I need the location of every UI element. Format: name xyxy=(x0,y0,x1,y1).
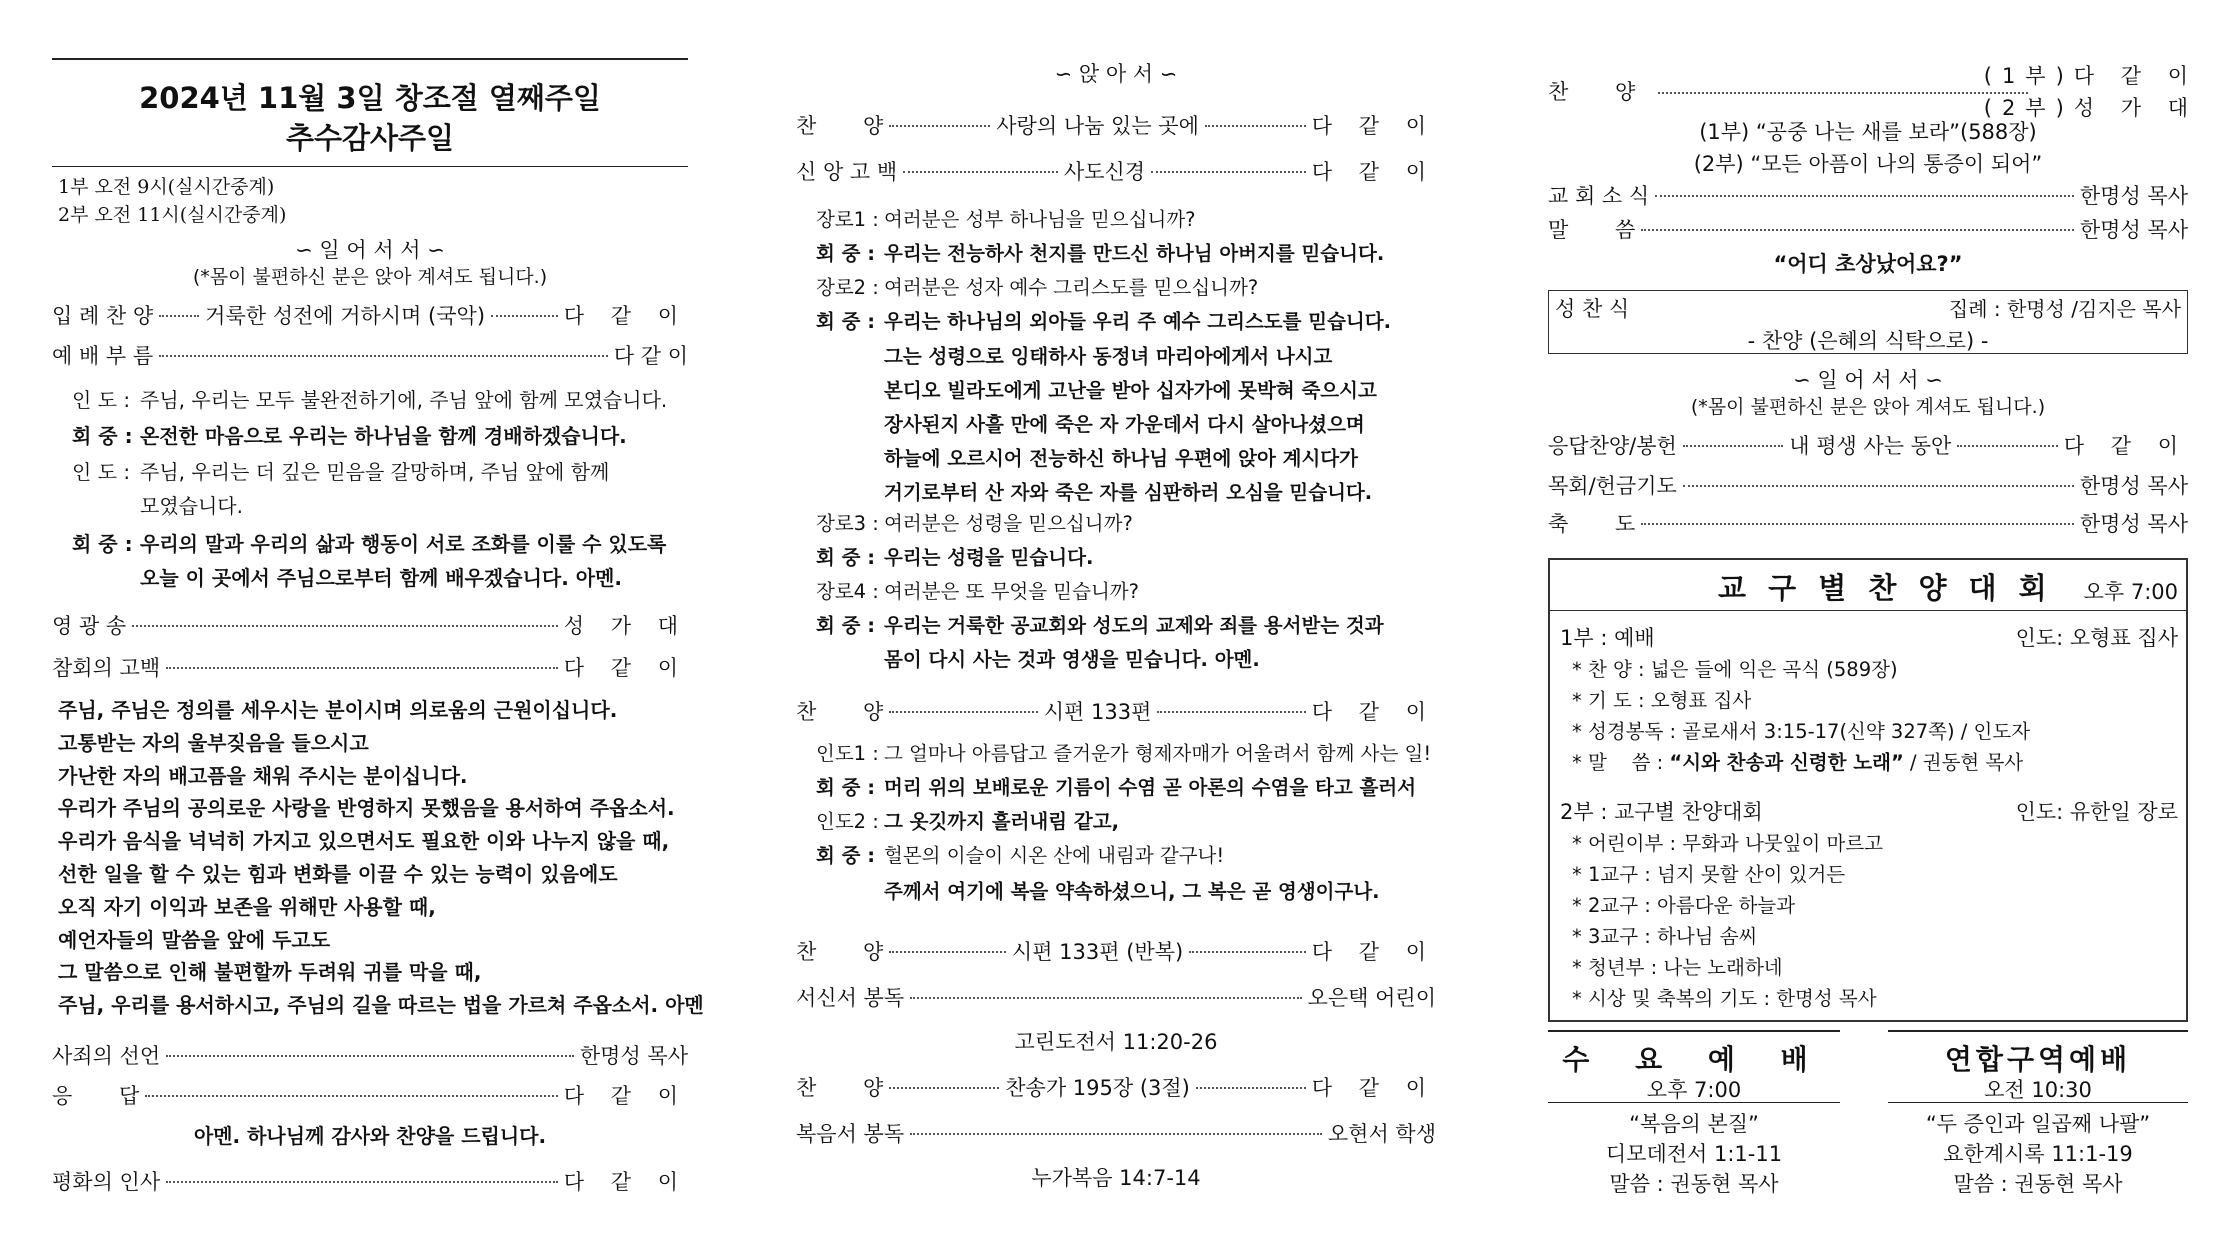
choir-song-1: (1부) “공중 나는 새를 보라”(588장) xyxy=(1699,120,2037,144)
hymn4-title: 찬송가 195장 (3절) xyxy=(1005,1076,1190,1100)
response-hymn-row xyxy=(1548,430,2188,460)
creed-a4: 회 중 : 우리는 거룩한 공교회와 성도의 교제와 죄를 용서받는 것과 xyxy=(816,614,1384,637)
gloria-row xyxy=(52,610,688,640)
benediction-label: 축 도 xyxy=(1548,512,1636,536)
psalm-leader-1: 인도1 : 그 얼마나 아름답고 즐거운가 형제자매가 어울려서 함께 사는 일! xyxy=(816,742,1432,765)
contest-item: * 어린이부 : 무화과 나뭇잎이 마르고 xyxy=(1572,832,1884,855)
gospel-label: 복음서 봉독 xyxy=(796,1122,905,1146)
benediction-who: 한명성 목사 xyxy=(2079,512,2188,536)
union-title: 연합구역예배 xyxy=(1944,1043,2132,1076)
response-hymn-title: 내 평생 사는 동안 xyxy=(1789,434,1952,458)
sermon-who: 한명성 목사 xyxy=(2079,218,2188,242)
hymn2-title: 시편 133편 xyxy=(1043,700,1152,724)
prayer-label: 목회/헌금기도 xyxy=(1548,474,1677,498)
absolution-label: 사죄의 선언 xyxy=(52,1044,161,1068)
eucharist-song: - 찬양 (은혜의 식탁으로) - xyxy=(1747,329,1989,353)
contest-part1: 1부 : 예배 xyxy=(1560,626,1655,650)
standing-note-2: (*몸이 불편하신 분은 앉아 계셔도 됩니다.) xyxy=(1690,396,2046,418)
page-subtitle: 추수감사주일 xyxy=(285,121,455,155)
confession-line: 선한 일을 할 수 있는 힘과 변화를 이끌 수 있는 능력이 있음에도 xyxy=(58,861,618,886)
response-who: 다 같 이 xyxy=(563,1084,688,1108)
creed-line: 거기로부터 산 자와 죽은 자를 심판하러 오심을 믿습니다. xyxy=(884,481,1373,504)
entrance-hymn-title: 거룩한 성전에 거하시며 (국악) xyxy=(205,304,486,328)
hymn4-row xyxy=(796,1072,1436,1102)
standing-cue: ∽ 일 어 서 서 ∽ xyxy=(295,238,445,262)
eucharist-officiants: 집례 : 한명성 /김지은 목사 xyxy=(1948,297,2181,321)
union-top-rule xyxy=(1888,1030,2188,1032)
page-title: 2024년 11월 3일 창조절 열째주일 xyxy=(139,81,601,115)
standing-cue-2: ∽ 일 어 서 서 ∽ xyxy=(1793,368,1943,392)
hymn3-row xyxy=(796,936,1436,966)
peace-who: 다 같 이 xyxy=(563,1170,688,1194)
response-row xyxy=(52,1080,688,1110)
creed-a1: 회 중 : 우리는 전능하사 천지를 만드신 하나님 아버지를 믿습니다. xyxy=(816,242,1385,265)
epistle-reference: 고린도전서 11:20-26 xyxy=(1014,1030,1218,1054)
contest-time: 오후 7:00 xyxy=(2083,580,2178,604)
news-who: 한명성 목사 xyxy=(2079,184,2188,208)
sermon-label: 말 씀 xyxy=(1548,218,1636,242)
hymn2-row xyxy=(796,696,1436,726)
gloria-label: 영 광 송 xyxy=(52,614,127,638)
service-time-1: 1부 오전 9시(실시간중계) xyxy=(58,176,275,198)
absolution-who: 한명성 목사 xyxy=(579,1044,688,1068)
creed-q2: 장로2 : 여러분은 성자 예수 그리스도를 믿으십니까? xyxy=(816,276,1259,299)
peace-label: 평화의 인사 xyxy=(52,1170,161,1194)
confession-line: 예언자들의 말씀을 앞에 두고도 xyxy=(58,927,331,952)
psalm-congregation-2-cont: 주께서 여기에 복을 약속하셨으니, 그 복은 곧 영생이구나. xyxy=(884,880,1380,903)
confession-line: 우리가 음식을 넉넉히 가지고 있으면서도 필요한 이와 나누지 않을 때, xyxy=(58,829,670,854)
standing-note: (*몸이 불편하신 분은 앉아 계셔도 됩니다.) xyxy=(192,266,548,288)
creed-a2-cont xyxy=(884,340,1377,510)
wed-preacher: 말씀 : 권동현 목사 xyxy=(1609,1172,1779,1196)
response-hymn-label: 응답찬양/봉헌 xyxy=(1548,434,1677,458)
gloria-who: 성 가 대 xyxy=(563,614,688,638)
confession-text xyxy=(58,694,704,1022)
union-preacher: 말씀 : 권동현 목사 xyxy=(1953,1172,2123,1196)
wed-rule xyxy=(1548,1102,1840,1103)
choir-who-1: (1부)다 같 이 xyxy=(1983,64,2198,88)
hymn1-label: 찬 양 xyxy=(796,114,884,138)
confession-who: 다 같 이 xyxy=(563,656,688,680)
contest-item: * 1교구 : 넘지 못할 산이 있거든 xyxy=(1572,863,1846,886)
peace-row xyxy=(52,1166,688,1196)
benediction-row xyxy=(1548,508,2188,538)
creed-q3: 장로3 : 여러분은 성령을 믿으십니까? xyxy=(816,512,1133,535)
epistle-row xyxy=(796,982,1436,1012)
union-reference: 요한계시록 11:1-19 xyxy=(1943,1142,2133,1166)
contest-part1-items xyxy=(1572,654,2030,778)
call-leader-2: 인 도 : 주님, 우리는 더 깊은 믿음을 갈망하며, 주님 앞에 함께 xyxy=(72,460,610,484)
choir-contest-box xyxy=(1548,558,2188,1022)
contest-item: * 기 도 : 오형표 집사 xyxy=(1572,689,1752,712)
contest-part2: 2부 : 교구별 찬양대회 xyxy=(1560,800,1763,824)
wed-reference: 디모데전서 1:1-11 xyxy=(1605,1142,1783,1166)
contest-part1-leader: 인도: 오형표 집사 xyxy=(2015,626,2178,650)
hymn3-who: 다 같 이 xyxy=(1311,940,1436,964)
contest-divider xyxy=(1550,610,2186,611)
contest-part2-leader: 인도: 유한일 장로 xyxy=(2015,800,2178,824)
call-congregation-1: 회 중 : 온전한 마음으로 우리는 하나님을 함께 경배하겠습니다. xyxy=(72,424,627,448)
absolution-row xyxy=(52,1040,688,1070)
eucharist-label: 성 찬 식 xyxy=(1555,297,1630,321)
choir-who-2: (2부)성 가 대 xyxy=(1983,96,2198,120)
creed-a3: 회 중 : 우리는 성령을 믿습니다. xyxy=(816,546,1094,569)
wednesday-service xyxy=(1548,1030,1840,1200)
creed-who: 다 같 이 xyxy=(1311,160,1437,184)
hymn4-label: 찬 양 xyxy=(796,1076,884,1100)
title-rule xyxy=(52,58,688,60)
contest-item: * 2교구 : 아름다운 하늘과 xyxy=(1572,894,1796,917)
response-label: 응 답 xyxy=(52,1084,140,1108)
confession-line: 그 말씀으로 인해 불편할까 두려워 귀를 막을 때, xyxy=(58,960,482,985)
eucharist-box xyxy=(1548,290,2188,354)
contest-part2-items xyxy=(1572,828,1883,1014)
prayer-row xyxy=(1548,470,2188,500)
hymn1-title: 사랑의 나눔 있는 곳에 xyxy=(996,114,1199,138)
confession-line: 우리가 주님의 공의로운 사랑을 반영하지 못했음을 용서하여 주옵소서. xyxy=(58,796,675,821)
call-congregation-2-cont: 오늘 이 곳에서 주님으로부터 함께 배우겠습니다. 아멘. xyxy=(140,566,623,590)
call-to-worship-row xyxy=(52,340,688,370)
confession-label: 참회의 고백 xyxy=(52,656,161,680)
wed-title: 수 요 예 배 xyxy=(1562,1043,1826,1076)
hymn4-who: 다 같 이 xyxy=(1311,1076,1437,1100)
confession-line: 주님, 주님은 정의를 세우시는 분이시며 의로움의 근원이십니다. xyxy=(58,698,618,722)
contest-item-sermon: * 말 씀 : “시와 찬송과 신령한 노래” / 권동현 목사 xyxy=(1572,751,2024,774)
gospel-who: 오현서 학생 xyxy=(1327,1122,1436,1146)
union-district-service xyxy=(1888,1030,2188,1200)
title-rule-bottom xyxy=(52,166,688,167)
choir-label: 찬 양 xyxy=(1548,80,1636,104)
contest-item: * 시상 및 축복의 기도 : 한명성 목사 xyxy=(1572,987,1877,1010)
confession-line: 가난한 자의 배고픔을 채워 주시는 분이십니다. xyxy=(58,763,468,788)
entrance-hymn-who: 다 같 이 xyxy=(563,304,688,328)
creed-row xyxy=(796,156,1436,186)
column-order-part2 xyxy=(796,0,1436,1234)
creed-line: 그는 성령으로 잉태하사 동정녀 마리아에게서 나시고 xyxy=(884,345,1333,368)
hymn2-who: 다 같 이 xyxy=(1311,700,1436,724)
creed-line: 본디오 빌라도에게 고난을 받아 십자가에 못박혀 죽으시고 xyxy=(884,379,1377,402)
column-order-part3 xyxy=(1548,0,2198,1234)
creed-line: 하늘에 오르시어 전능하신 하나님 우편에 앉아 계시다가 xyxy=(884,447,1358,470)
choir-dots xyxy=(1658,92,2028,94)
contest-item: * 청년부 : 나는 노래하네 xyxy=(1572,956,1783,979)
creed-q1: 장로1 : 여러분은 성부 하나님을 믿으십니까? xyxy=(816,208,1196,231)
entrance-hymn-label: 입 례 찬 양 xyxy=(52,304,154,328)
contest-item: * 찬 양 : 넓은 들에 익은 곡식 (589장) xyxy=(1572,658,1898,681)
union-time: 오전 10:30 xyxy=(1984,1078,2092,1102)
creed-q4: 장로4 : 여러분은 또 무엇을 믿습니까? xyxy=(816,580,1139,603)
confession-line: 오직 자기 이익과 보존을 위해만 사용할 때, xyxy=(58,894,436,919)
psalm-leader-2: 인도2 : 그 옷깃까지 흘러내림 같고, xyxy=(816,810,1119,833)
hymn1-row xyxy=(796,110,1436,140)
epistle-who: 오은택 어린이 xyxy=(1307,986,1436,1010)
hymn1-who: 다 같 이 xyxy=(1311,114,1437,138)
epistle-label: 서신서 봉독 xyxy=(796,986,905,1010)
creed-line: 장사된지 사흘 만에 죽은 자 가운데서 다시 살아나셨으며 xyxy=(884,413,1365,436)
contest-item: * 3교구 : 하나님 솜씨 xyxy=(1572,925,1758,948)
union-rule xyxy=(1888,1102,2188,1103)
wed-time: 오후 7:00 xyxy=(1646,1078,1742,1102)
psalm-congregation-2: 회 중 : 헐몬의 이슬이 시온 산에 내림과 같구나! xyxy=(816,844,1225,867)
call-leader-2-cont: 모였습니다. xyxy=(140,494,243,518)
call-congregation-2: 회 중 : 우리의 말과 우리의 삶과 행동이 서로 조화를 이룰 수 있도록 xyxy=(72,532,667,556)
gospel-reference: 누가복음 14:7-14 xyxy=(1031,1166,1201,1190)
contest-title: 교 구 별 찬 양 대 회 xyxy=(1718,571,2053,605)
response-hymn-who: 다 같 이 xyxy=(2063,434,2189,458)
contest-item: * 성경봉독 : 골로새서 3:15-17(신약 327쪽) / 인도자 xyxy=(1572,720,2031,743)
creed-a4-cont: 몸이 다시 사는 것과 영생을 믿습니다. 아멘. xyxy=(884,648,1260,671)
hymn2-label: 찬 양 xyxy=(796,700,884,724)
sermon-row xyxy=(1548,214,2188,244)
choir-song-2: (2부) “모든 아픔이 나의 통증이 되어” xyxy=(1693,152,2043,176)
service-time-2: 2부 오전 11시(실시간중계) xyxy=(58,204,287,226)
entrance-hymn-row xyxy=(52,300,688,330)
call-leader-1: 인 도 : 주님, 우리는 모두 불완전하기에, 주님 앞에 함께 모였습니다. xyxy=(72,388,668,412)
creed-label: 신 앙 고 백 xyxy=(796,160,898,184)
wed-sermon: “복음의 본질” xyxy=(1629,1112,1759,1136)
column-order-part1 xyxy=(52,0,704,1234)
gospel-row xyxy=(796,1118,1436,1148)
call-to-worship-label: 예 배 부 름 xyxy=(52,344,154,368)
creed-title: 사도신경 xyxy=(1063,160,1146,184)
creed-a2: 회 중 : 우리는 하나님의 외아들 우리 주 예수 그리스도를 믿습니다. xyxy=(816,310,1392,333)
wed-top-rule xyxy=(1548,1030,1840,1032)
hymn3-label: 찬 양 xyxy=(796,940,884,964)
psalm-congregation-1: 회 중 : 머리 위의 보배로운 기름이 수염 곧 아론의 수염을 타고 흘러서 xyxy=(816,776,1417,799)
confession-row xyxy=(52,652,688,682)
hymn3-title: 시편 133편 (반복) xyxy=(1011,940,1184,964)
sitting-cue: ∽ 앉 아 서 ∽ xyxy=(1054,62,1178,86)
sermon-title: “어디 초상났어요?” xyxy=(1773,252,1963,276)
union-sermon: “두 증인과 일곱째 나팔” xyxy=(1925,1112,2151,1136)
call-to-worship-who: 다 같 이 xyxy=(613,344,688,368)
confession-line: 주님, 우리를 용서하시고, 주님의 길을 따르는 법을 가르쳐 주옵소서. 아멘 xyxy=(58,993,704,1018)
prayer-who: 한명성 목사 xyxy=(2079,474,2188,498)
confession-line: 고통받는 자의 울부짖음을 들으시고 xyxy=(58,730,369,755)
response-text: 아멘. 하나님께 감사와 찬양을 드립니다. xyxy=(193,1124,547,1148)
news-label: 교 회 소 식 xyxy=(1548,184,1650,208)
news-row xyxy=(1548,180,2188,210)
